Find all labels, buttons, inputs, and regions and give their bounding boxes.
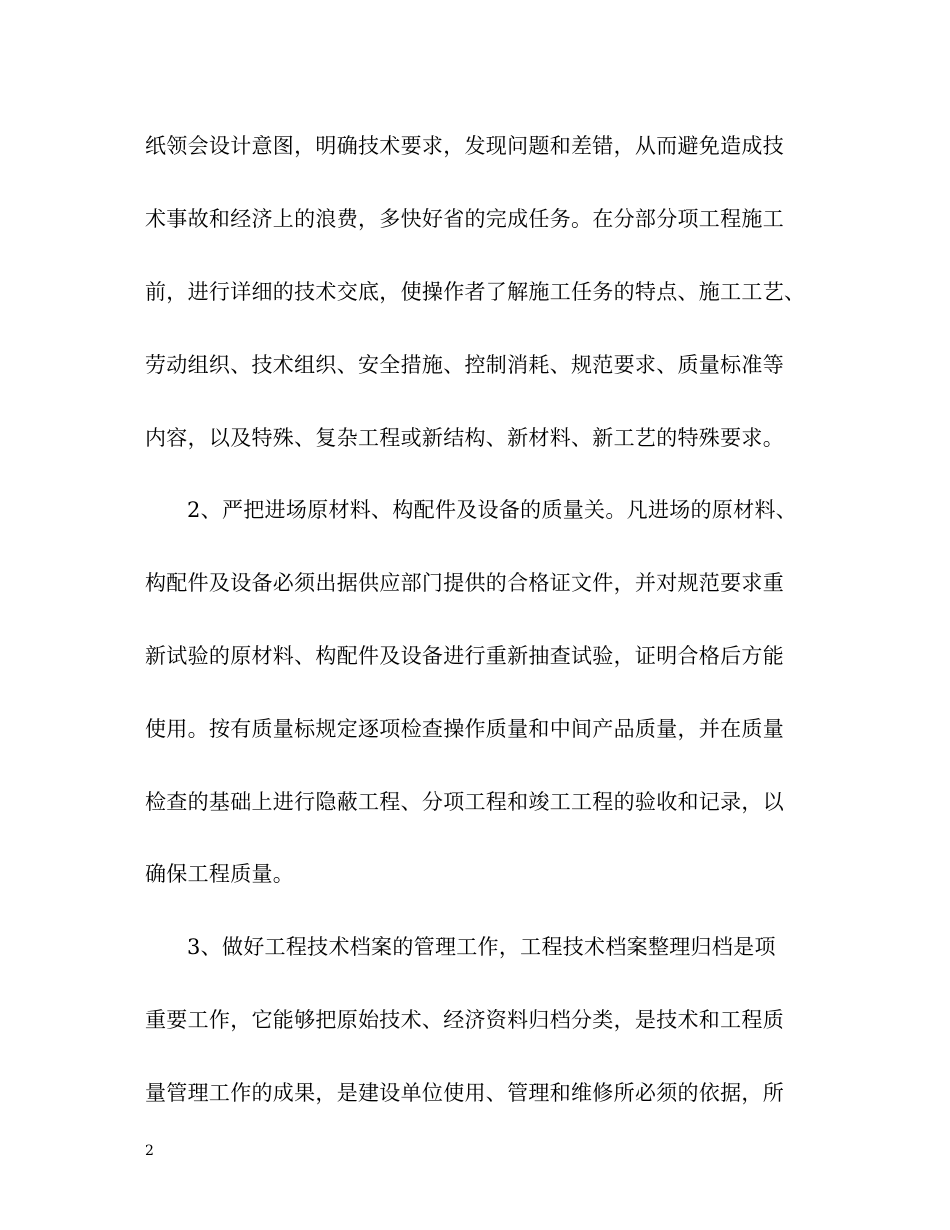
paragraph-start-line: 2、严把进场原材料、构配件及设备的质量关。凡进场的原材料、 bbox=[187, 498, 798, 522]
paragraph-start-line: 3、做好工程技术档案的管理工作，工程技术档案整理归档是项 bbox=[187, 935, 776, 959]
text-line: 量管理工作的成果，是建设单位使用、管理和维修所必须的依据，所 bbox=[145, 1081, 784, 1105]
text-line: 纸领会设计意图，明确技术要求，发现问题和差错，从而避免造成技 bbox=[145, 134, 784, 158]
text-line: 确保工程质量。 bbox=[145, 862, 295, 886]
page-number: 2 bbox=[145, 1143, 154, 1159]
text-line: 劳动组织、技术组织、安全措施、控制消耗、规范要求、质量标准等 bbox=[145, 353, 784, 377]
text-line: 新试验的原材料、构配件及设备进行重新抽查试验，证明合格后方能 bbox=[145, 644, 784, 668]
text-line: 术事故和经济上的浪费，多快好省的完成任务。在分部分项工程施工 bbox=[145, 207, 784, 231]
text-line: 内容，以及特殊、复杂工程或新结构、新材料、新工艺的特殊要求。 bbox=[145, 426, 784, 450]
text-line: 使用。按有质量标规定逐项检查操作质量和中间产品质量，并在质量 bbox=[145, 717, 784, 741]
text-line: 重要工作，它能够把原始技术、经济资料归档分类，是技术和工程质 bbox=[145, 1008, 784, 1032]
text-line: 检查的基础上进行隐蔽工程、分项工程和竣工工程的验收和记录，以 bbox=[145, 790, 784, 814]
text-line: 构配件及设备必须出据供应部门提供的合格证文件，并对规范要求重 bbox=[145, 571, 784, 595]
text-line: 前，进行详细的技术交底，使操作者了解施工任务的特点、施工工艺、 bbox=[145, 280, 806, 304]
